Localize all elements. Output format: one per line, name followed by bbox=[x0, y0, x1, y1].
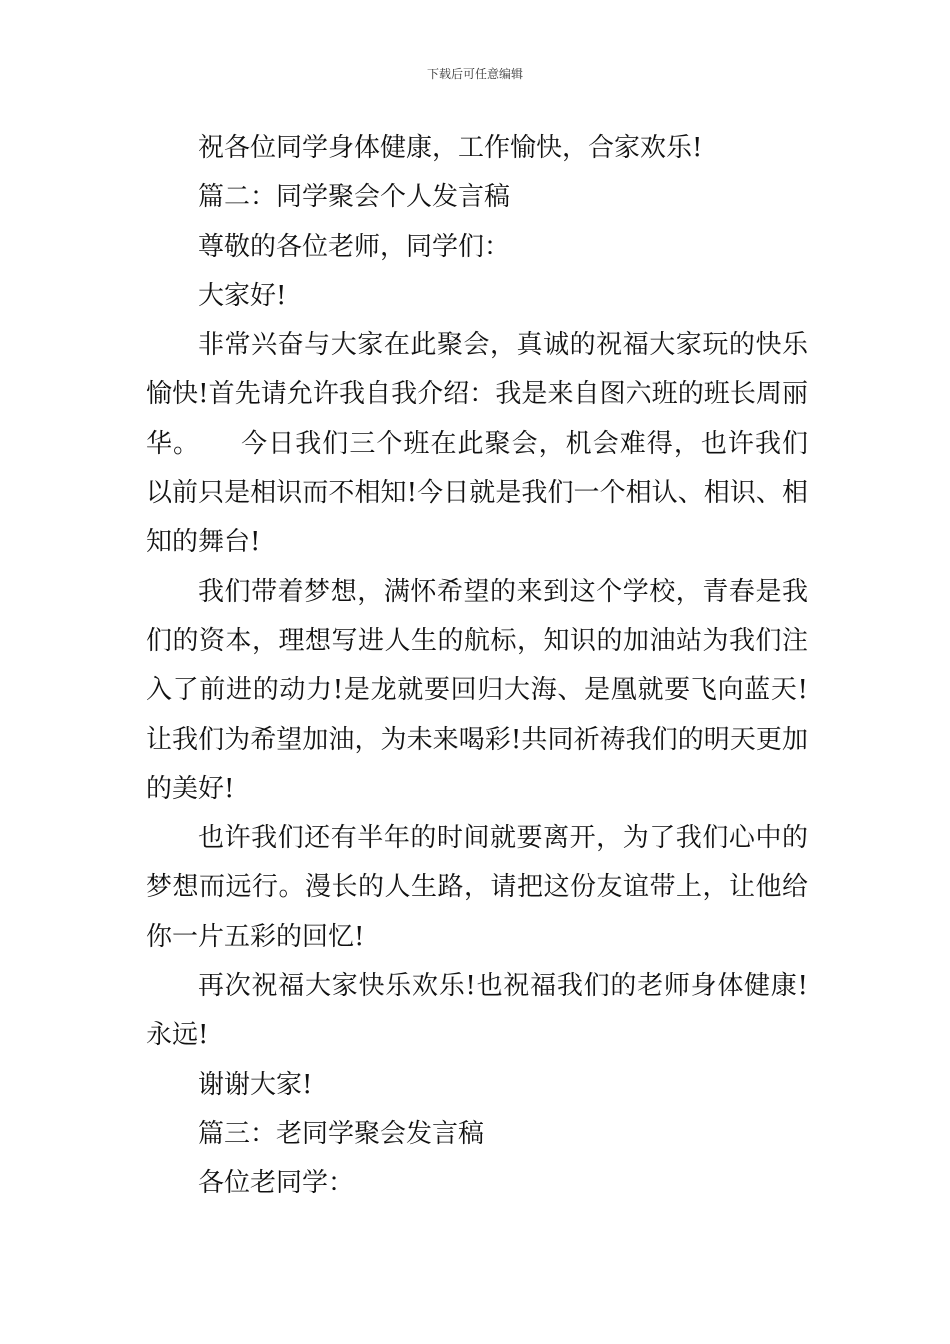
page-header-note: 下载后可任意编辑 bbox=[426, 67, 523, 81]
paragraph-dreams: 我们带着梦想，满怀希望的来到这个学校，青春是我们的资本，理想写进人生的航标，知识的加油站为我们注入了前进的动力!是龙就要回归大海、是凰就要飞向蓝天!让我们为希望加油，为未来喝彩!共同祈祷我们的明天更加的美好! bbox=[146, 576, 808, 804]
paragraph-wishes: 再次祝福大家快乐欢乐!也祝福我们的老师身体健康!永远! bbox=[146, 971, 808, 1051]
paragraph-salutation-classmates: 各位老同学： bbox=[198, 1168, 355, 1199]
paragraph-blessing: 祝各位同学身体健康，工作愉快，合家欢乐! bbox=[198, 133, 703, 163]
section-title-part-three: 篇三：老同学聚会发言稿 bbox=[198, 1118, 485, 1149]
document-body bbox=[146, 124, 808, 1209]
paragraph-farewell: 也许我们还有半年的时间就要离开，为了我们心中的梦想而远行。漫长的人生路，请把这份友谊带上，让他给你一片五彩的回忆! bbox=[146, 823, 808, 952]
paragraph-thanks: 谢谢大家! bbox=[198, 1069, 313, 1100]
paragraph-salutation: 尊敬的各位老师，同学们： bbox=[198, 231, 511, 262]
paragraph-greeting: 大家好! bbox=[198, 280, 287, 311]
paragraph-introduction: 非常兴奋与大家在此聚会，真诚的祝福大家玩的快乐愉快!首先请允许我自我介绍：我是来自图六班的班长周丽华。 今日我们三个班在此聚会，机会难得，也许我们以前只是相识而不相知!今日就是我们一个相认、相识、相知的舞台! bbox=[146, 330, 808, 558]
section-title-part-two: 篇二：同学聚会个人发言稿 bbox=[198, 182, 511, 213]
